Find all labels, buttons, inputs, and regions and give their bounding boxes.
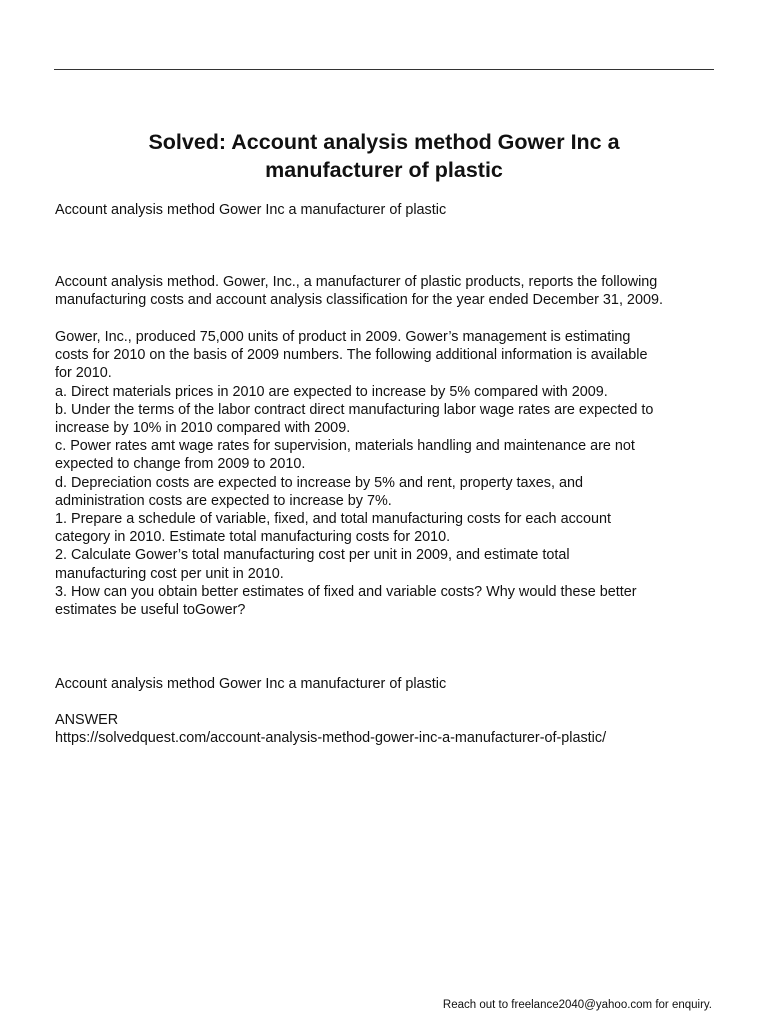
answer-label: ANSWER	[55, 712, 119, 728]
problem-line: b. Under the terms of the labor contract direct manufacturing labor wage rates are expected to	[55, 401, 654, 418]
problem-line: c. Power rates amt wage rates for supervision, materials handling and maintenance are not	[55, 438, 635, 455]
problem-line: increase by 10% in 2010 compared with 2009.	[55, 420, 351, 437]
problem-line: a. Direct materials prices in 2010 are expected to increase by 5% compared with 2009.	[55, 383, 608, 400]
problem-line: administration costs are expected to increase by 7%.	[55, 492, 392, 509]
problem-line: d. Depreciation costs are expected to increase by 5% and rent, property taxes, and	[55, 474, 583, 491]
problem-line: expected to change from 2009 to 2010.	[55, 456, 306, 473]
intro-line: manufacturing costs and account analysis classification for the year ended December 31, 2009.	[55, 292, 663, 309]
problem-line: manufacturing cost per unit in 2010.	[55, 565, 284, 582]
footer-contact: Reach out to freelance2040@yahoo.com for enquiry.	[442, 999, 712, 1011]
page-title-line-2: manufacturer of plastic	[265, 158, 503, 182]
problem-line: 1. Prepare a schedule of variable, fixed, and total manufacturing costs for each account	[55, 511, 611, 528]
problem-line: category in 2010. Estimate total manufacturing costs for 2010.	[55, 529, 451, 546]
answer-link[interactable]: https://solvedquest.com/account-analysis-method-gower-inc-a-manufacturer-of-plastic/	[55, 730, 607, 746]
document-subtitle: Account analysis method Gower Inc a manufacturer of plastic	[55, 202, 447, 218]
problem-line: costs for 2010 on the basis of 2009 numbers. The following additional information is available	[55, 347, 648, 364]
problem-line: estimates be useful toGower?	[55, 602, 246, 619]
intro-line: Account analysis method. Gower, Inc., a manufacturer of plastic products, reports the following	[55, 274, 658, 290]
intro-paragraph	[55, 273, 725, 309]
problem-line: 2. Calculate Gower’s total manufacturing cost per unit in 2009, and estimate total	[55, 547, 570, 564]
problem-statement	[55, 328, 725, 619]
header-divider	[54, 69, 714, 70]
repeated-title: Account analysis method Gower Inc a manufacturer of plastic	[55, 676, 447, 692]
page-title	[54, 128, 714, 184]
problem-line: 3. How can you obtain better estimates of fixed and variable costs? Why would these better	[55, 583, 637, 600]
page-title-line-1: Solved: Account analysis method Gower Inc a	[148, 130, 620, 154]
problem-line: for 2010.	[55, 365, 112, 382]
problem-line: Gower, Inc., produced 75,000 units of product in 2009. Gower’s management is estimating	[55, 329, 631, 345]
